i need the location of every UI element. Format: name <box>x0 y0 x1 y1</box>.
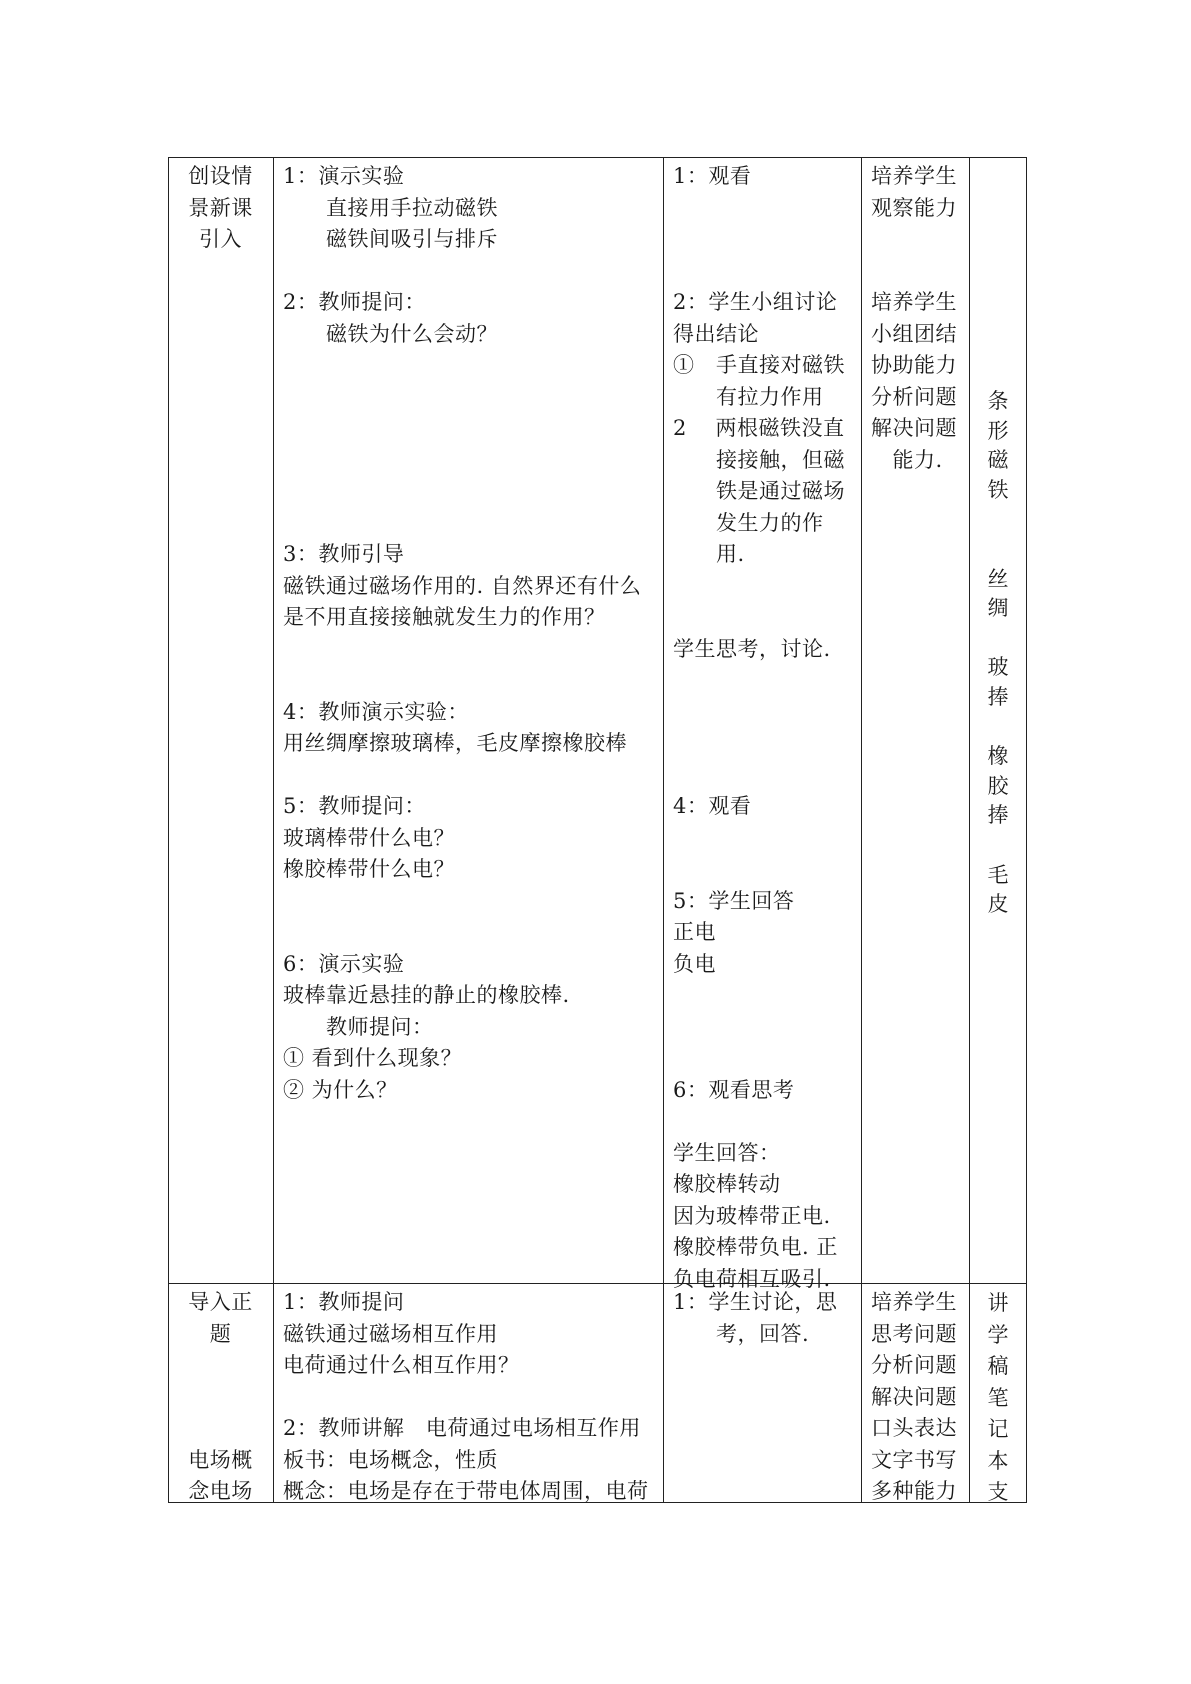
student-line <box>673 256 857 288</box>
student-line <box>673 602 857 634</box>
student-line <box>673 728 857 760</box>
stage-cell <box>170 1287 271 1508</box>
teacher-line: 1：演示实验 <box>283 164 405 188</box>
material-char: 记 <box>987 1417 1009 1441</box>
material-char: 本 <box>987 1448 1009 1473</box>
student-line: 学生回答： <box>673 1140 781 1165</box>
student-line <box>673 665 857 697</box>
teacher-line <box>283 350 659 382</box>
student-line <box>673 980 857 1012</box>
stage-line: 创设情 <box>188 164 253 188</box>
goal-line: 培养学生 <box>871 290 957 314</box>
student-line: 得出结论 <box>673 321 759 346</box>
stage-line: 引入 <box>199 227 242 251</box>
material-char: 条 <box>987 389 1009 413</box>
goal-line: 口头表达 <box>871 1416 957 1440</box>
teacher-line: ② 为什么？ <box>283 1077 398 1102</box>
student-line: 用. <box>673 542 745 566</box>
column-border-2 <box>663 157 664 1503</box>
design-intent-cell <box>871 161 965 476</box>
stage-line: 念电场 <box>188 1479 253 1503</box>
goal-line: 协助能力 <box>871 353 957 377</box>
student-activity-cell <box>673 1287 857 1350</box>
student-line <box>673 854 857 886</box>
material-char: 胶 <box>987 773 1009 798</box>
teacher-line <box>283 886 659 918</box>
material-char: 形 <box>987 418 1009 443</box>
material-char: 笔 <box>987 1385 1009 1410</box>
goal-line: 多种能力 <box>871 1479 957 1503</box>
student-line: 负电 <box>673 951 716 976</box>
material-char: 铁 <box>987 477 1009 502</box>
teacher-line <box>283 1382 659 1414</box>
teacher-line: 玻璃棒带什么电？ <box>283 825 455 850</box>
student-line: 橡胶棒转动 <box>673 1172 781 1196</box>
teacher-line <box>283 476 659 508</box>
teacher-line: 橡胶棒带什么电？ <box>283 857 455 881</box>
teacher-line: 2：教师提问： <box>283 290 426 314</box>
teacher-line: 磁铁为什么会动？ <box>283 321 498 346</box>
student-line: 4：观看 <box>673 794 752 818</box>
teacher-line <box>283 382 659 414</box>
goal-line <box>871 256 965 288</box>
column-border-5 <box>1026 157 1027 1503</box>
teacher-line: 磁铁通过磁场相互作用 <box>283 1321 498 1346</box>
teacher-line <box>283 665 659 697</box>
design-intent-cell <box>871 1287 965 1508</box>
stage-line: 题 <box>209 1321 232 1346</box>
teacher-line: 磁铁通过磁场作用的. 自然界还有什么 <box>283 573 642 598</box>
teacher-line: 教师提问： <box>283 1014 434 1039</box>
stage-line: 景新课 <box>188 195 253 220</box>
goal-line <box>871 224 965 256</box>
goal-line: 培养学生 <box>871 1290 957 1314</box>
teacher-line: 6：演示实验 <box>283 951 405 976</box>
teacher-line: 5：教师提问： <box>283 794 426 818</box>
goal-line: 能力. <box>871 447 943 472</box>
goal-line: 解决问题 <box>871 416 957 440</box>
teacher-line <box>283 445 659 477</box>
material-char: 讲 <box>987 1291 1009 1315</box>
teacher-line: ① 看到什么现象？ <box>283 1046 463 1070</box>
student-line <box>673 571 857 603</box>
student-line: 铁是通过磁场 <box>673 479 845 503</box>
material-char: 磁 <box>987 448 1009 473</box>
material-char: 稿 <box>987 1354 1009 1378</box>
column-border-0 <box>168 157 169 1503</box>
column-border-3 <box>861 157 862 1503</box>
teacher-line: 1：教师提问 <box>283 1290 405 1314</box>
row-border-0 <box>168 157 1027 158</box>
stage-line <box>170 1413 271 1445</box>
student-line: 2 两根磁铁没直 <box>673 416 845 440</box>
teacher-line: 玻棒靠近悬挂的静止的橡胶棒. <box>283 983 570 1007</box>
goal-line: 分析问题 <box>871 384 957 409</box>
stage-line: 导入正 <box>188 1290 253 1314</box>
student-line: 因为玻棒带正电. <box>673 1203 831 1228</box>
student-line: ① 手直接对磁铁 <box>673 353 845 377</box>
student-line: 1：观看 <box>673 164 752 188</box>
goal-line: 文字书写 <box>871 1447 957 1472</box>
goal-line: 思考问题 <box>871 1321 957 1346</box>
teacher-activity-cell <box>283 161 659 1106</box>
student-line: 发生力的作 <box>673 510 824 535</box>
teacher-line: 电荷通过什么相互作用？ <box>283 1353 520 1377</box>
student-line <box>673 193 857 225</box>
teacher-line: 2：教师讲解 电荷通过电场相互作用 <box>283 1416 641 1440</box>
student-line: 学生思考，讨论. <box>673 636 831 661</box>
teacher-line: 板书：电场概念，性质 <box>283 1447 498 1472</box>
material-char: 捧 <box>987 685 1009 709</box>
material-char: 皮 <box>987 892 1009 917</box>
student-line <box>673 1043 857 1075</box>
student-line <box>673 1012 857 1044</box>
material-char: 毛 <box>987 862 1009 887</box>
stage-line <box>170 1350 271 1382</box>
student-activity-cell <box>673 161 857 1295</box>
student-line: 正电 <box>673 920 716 944</box>
teacher-line <box>283 413 659 445</box>
student-line: 2：学生小组讨论 <box>673 290 838 314</box>
stage-cell <box>170 161 271 256</box>
teacher-line <box>283 634 659 666</box>
teacher-line: 概念：电场是存在于带电体周围，电荷 <box>283 1479 649 1503</box>
student-line: 5：学生回答 <box>673 888 795 913</box>
material-char: 玻 <box>987 655 1009 680</box>
goal-line: 观察能力 <box>871 195 957 220</box>
student-line <box>673 760 857 792</box>
column-border-1 <box>273 157 274 1503</box>
teacher-line <box>283 508 659 540</box>
student-line: 接接触，但磁 <box>673 447 845 472</box>
teacher-line: 3：教师引导 <box>283 542 405 566</box>
student-line <box>673 224 857 256</box>
row-border-1 <box>168 1283 1027 1284</box>
teacher-activity-cell <box>283 1287 659 1508</box>
teacher-line <box>283 760 659 792</box>
student-line: 6：观看思考 <box>673 1077 795 1102</box>
student-line <box>673 697 857 729</box>
teacher-line <box>283 256 659 288</box>
student-line: 橡胶棒带负电. 正 <box>673 1235 838 1259</box>
student-line <box>673 823 857 855</box>
goal-line: 小组团结 <box>871 321 957 346</box>
teacher-line: 用丝绸摩擦玻璃棒，毛皮摩擦橡胶棒 <box>283 731 627 755</box>
teacher-line <box>283 917 659 949</box>
material-char: 丝 <box>987 566 1009 591</box>
material-char: 绸 <box>987 596 1009 621</box>
stage-line <box>170 1382 271 1414</box>
stage-line: 电场概 <box>188 1447 253 1472</box>
material-char: 橡 <box>987 744 1009 769</box>
teacher-line: 4：教师演示实验： <box>283 699 469 724</box>
column-border-4 <box>969 157 970 1503</box>
student-line: 考，回答. <box>673 1321 810 1346</box>
teacher-line: 磁铁间吸引与排斥 <box>283 227 498 251</box>
teacher-line: 直接用手拉动磁铁 <box>283 195 498 220</box>
student-line: 1：学生讨论，思 <box>673 1290 838 1314</box>
material-char: 捧 <box>987 803 1009 828</box>
goal-line: 解决问题 <box>871 1384 957 1409</box>
material-char: 支 <box>987 1480 1009 1504</box>
student-line <box>673 1106 857 1138</box>
student-line: 负电荷相互吸引. <box>673 1266 831 1291</box>
student-line: 有拉力作用 <box>673 384 824 409</box>
goal-line: 培养学生 <box>871 164 957 188</box>
material-char: 学 <box>987 1322 1009 1347</box>
teacher-line: 是不用直接接触就发生力的作用？ <box>283 605 606 629</box>
goal-line: 分析问题 <box>871 1353 957 1377</box>
